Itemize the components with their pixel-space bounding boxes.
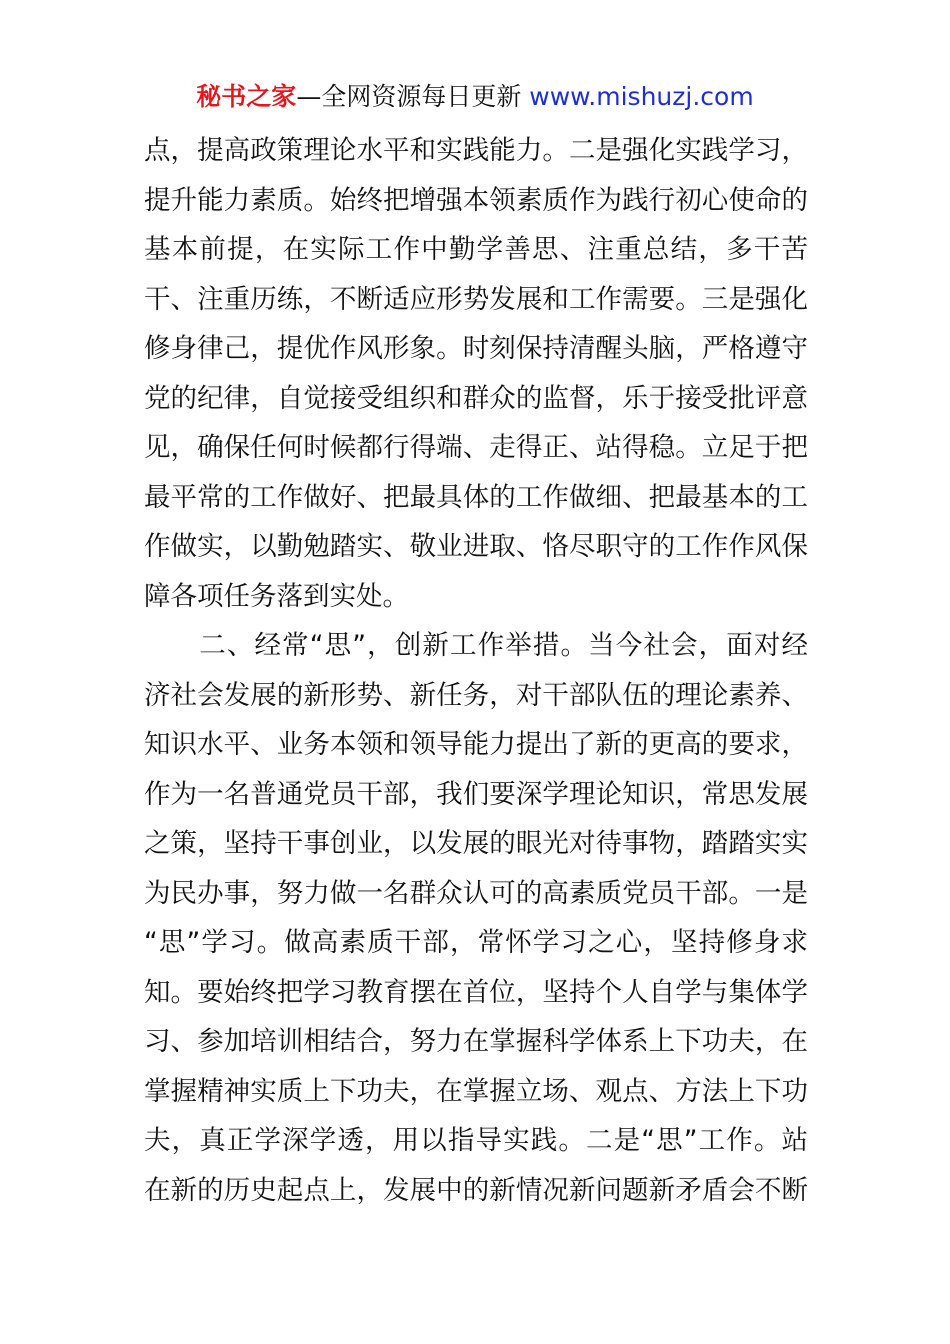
- text-line: 济社会发展的新形势、新任务，对干部队伍的理论素养、: [144, 679, 808, 711]
- brand-name: 秘书之家: [196, 82, 297, 111]
- text-line: 基本前提，在实际工作中勤学善思、注重总结，多干苦: [144, 234, 808, 265]
- text-line: 党的纪律，自觉接受组织和群众的监督，乐于接受批评意: [144, 382, 808, 414]
- text-line: 为民办事，努力做一名群众认可的高素质党员干部。一是: [144, 877, 808, 909]
- site-url: www.mishuzj.com: [529, 82, 754, 111]
- text-line: 见，确保任何时候都行得端、走得正、站得稳。立足于把: [144, 432, 808, 463]
- text-line: 干、注重历练，不断适应形势发展和工作需要。三是强化: [144, 283, 808, 315]
- text-line: 习、参加培训相结合，努力在掌握科学体系上下功夫，在: [144, 1026, 808, 1057]
- text-line: “思”学习。做高素质干部，常怀学习之心，坚持修身求: [144, 927, 808, 958]
- text-line: 作做实，以勤勉踏实、敬业进取、恪尽职守的工作作风保: [144, 531, 808, 562]
- text-line: 知识水平、业务本领和领导能力提出了新的更高的要求，: [144, 729, 808, 760]
- text-line: 夫，真正学深学透，用以指导实践。二是“思”工作。站: [144, 1125, 808, 1156]
- text-line: 障各项任务落到实处。: [144, 580, 409, 612]
- site-header: [0, 80, 950, 114]
- text-line: 之策，坚持干事创业，以发展的眼光对待事物，踏踏实实: [144, 828, 808, 859]
- text-line: 点，提高政策理论水平和实践能力。二是强化实践学习，: [144, 135, 808, 166]
- header-tagline: —全网资源每日更新: [296, 82, 530, 111]
- text-line: 掌握精神实质上下功夫，在掌握立场、观点、方法上下功: [144, 1075, 808, 1107]
- text-line: 提升能力素质。始终把增强本领素质作为践行初心使命的: [144, 184, 808, 216]
- text-line: 最平常的工作做好、把最具体的工作做细、把最基本的工: [144, 481, 808, 513]
- text-line: 二、经常“思”，创新工作举措。当今社会，面对经: [144, 630, 808, 661]
- text-line: 知。要始终把学习教育摆在首位，坚持个人自学与集体学: [144, 976, 808, 1008]
- body-text: [144, 126, 808, 1215]
- text-line: 在新的历史起点上，发展中的新情况新问题新矛盾会不断: [144, 1174, 808, 1206]
- text-line: 修身律己，提优作风形象。时刻保持清醒头脑，严格遵守: [144, 333, 808, 364]
- text-line: 作为一名普通党员干部，我们要深学理论知识，常思发展: [144, 778, 808, 810]
